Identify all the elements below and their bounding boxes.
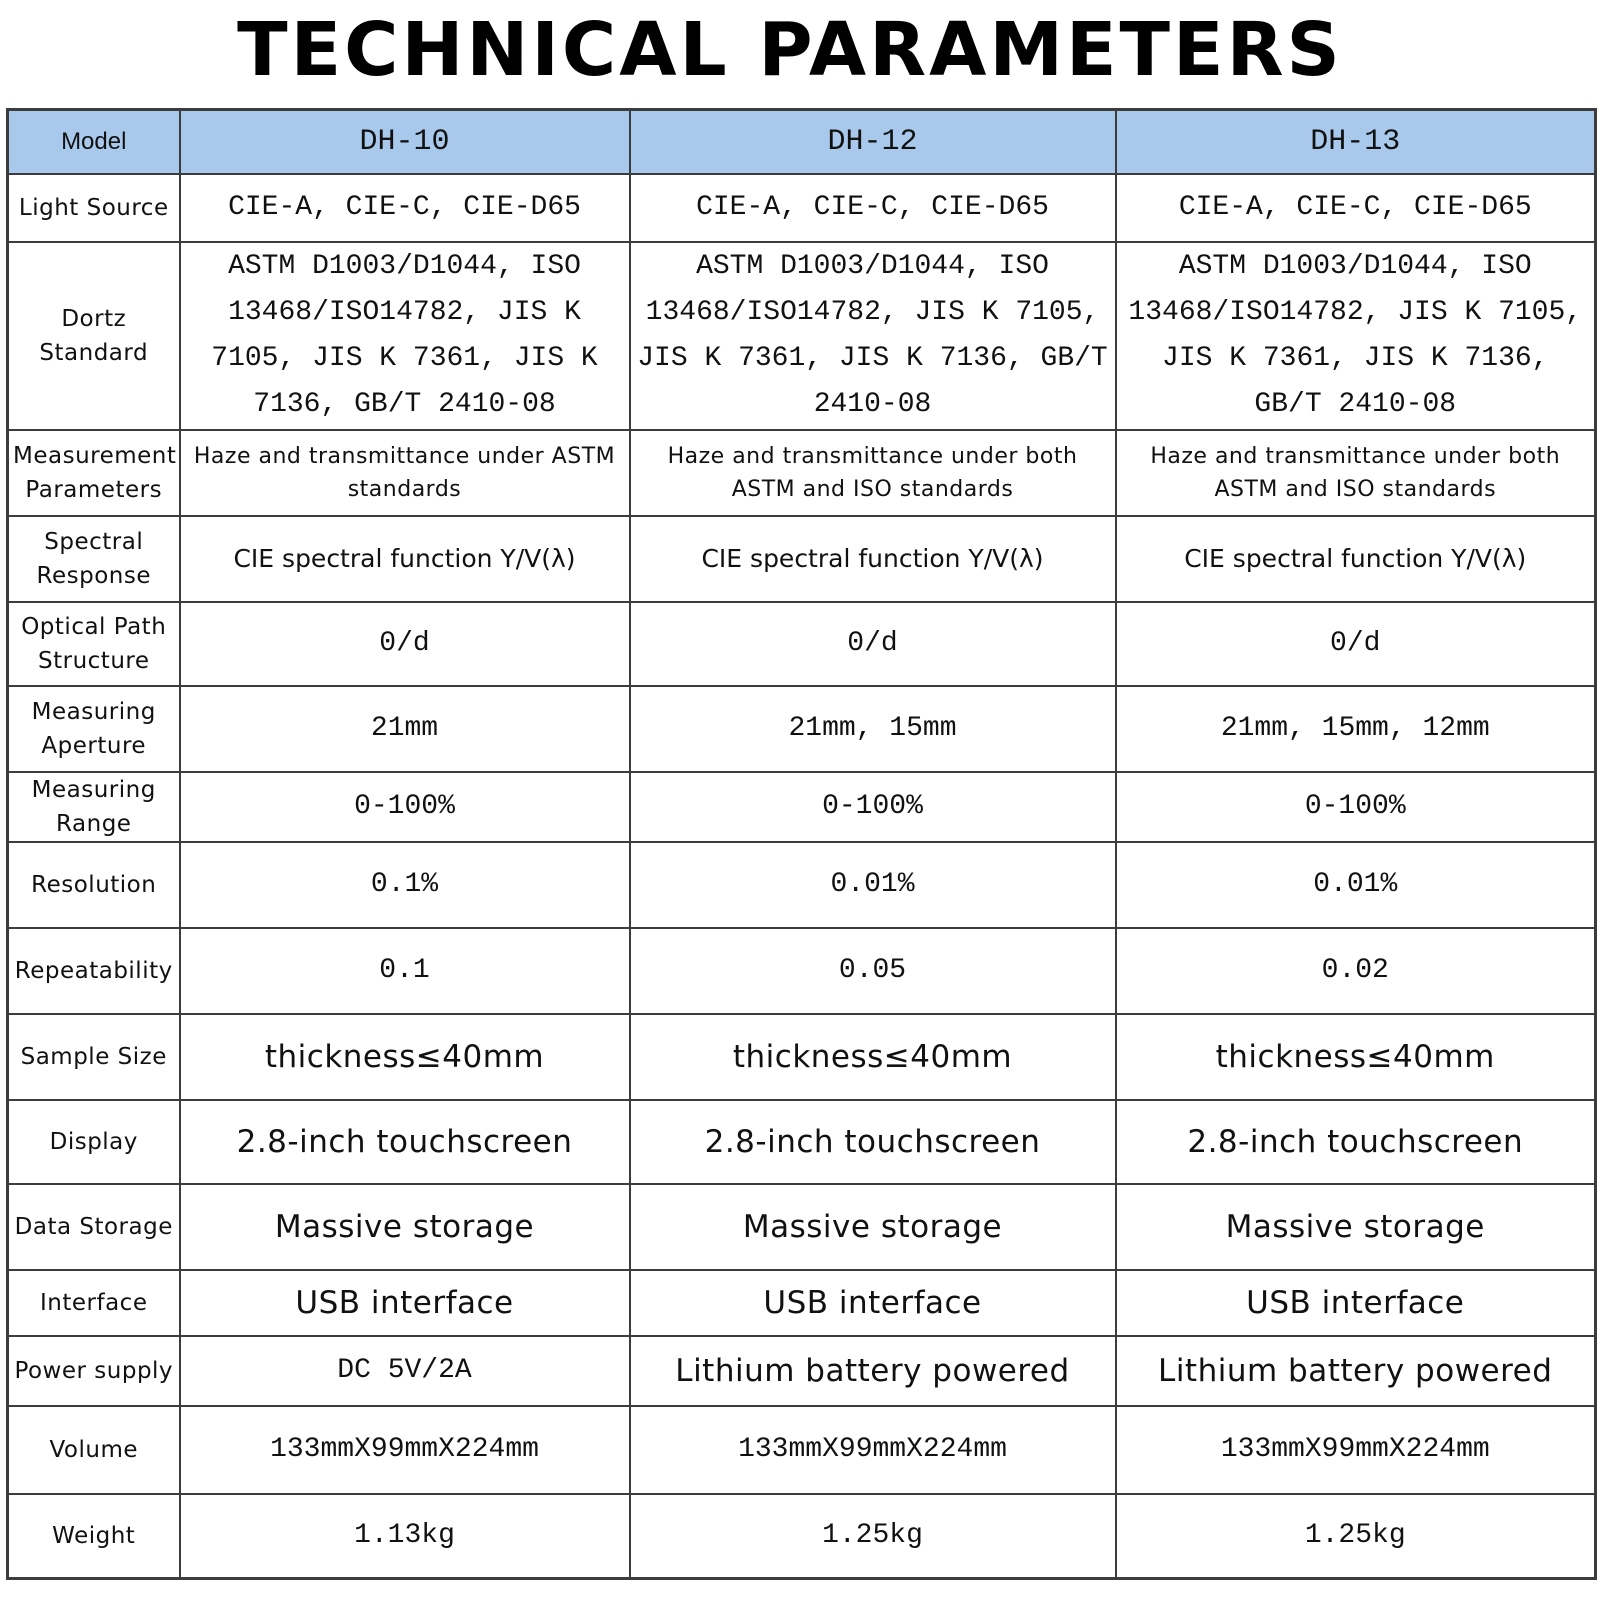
row-label-measurement-parameters: Measurement Parameters — [8, 430, 180, 516]
row-label-display: Display — [8, 1100, 180, 1184]
row-label-dortz-standard: Dortz Standard — [8, 242, 180, 430]
row-label-optical-path-structure: Optical Path Structure — [8, 602, 180, 686]
table-cell: 2.8-inch touchscreen — [630, 1100, 1116, 1184]
row-label-spectral-response: Spectral Response — [8, 516, 180, 602]
table-row — [8, 1014, 1596, 1100]
table-cell: 1.25kg — [1116, 1494, 1596, 1578]
table-row — [8, 242, 1596, 430]
table-cell: Massive storage — [630, 1184, 1116, 1270]
table-cell: 133mmX99mmX224mm — [180, 1406, 630, 1494]
table-row — [8, 174, 1596, 242]
table-cell: 0-100% — [630, 772, 1116, 842]
row-label-measuring-aperture: Measuring Aperture — [8, 686, 180, 772]
table-cell: 0-100% — [1116, 772, 1596, 842]
table-cell: CIE spectral function Y/V(λ) — [1116, 516, 1596, 602]
row-label-data-storage: Data Storage — [8, 1184, 180, 1270]
table-cell: CIE spectral function Y/V(λ) — [630, 516, 1116, 602]
table-cell: Haze and transmittance under both ASTM and ISO standards — [630, 430, 1116, 516]
table-cell: 0.01% — [1116, 842, 1596, 928]
table-cell: 133mmX99mmX224mm — [1116, 1406, 1596, 1494]
table-cell: Haze and transmittance under both ASTM and ISO standards — [1116, 430, 1596, 516]
table-cell: Lithium battery powered — [1116, 1336, 1596, 1406]
table-cell: 2.8-inch touchscreen — [1116, 1100, 1596, 1184]
table-cell: 21mm, 15mm, 12mm — [1116, 686, 1596, 772]
table-cell: USB interface — [1116, 1270, 1596, 1336]
table-row — [8, 1184, 1596, 1270]
table-row — [8, 1406, 1596, 1494]
table-row — [8, 928, 1596, 1014]
table-cell: 2.8-inch touchscreen — [180, 1100, 630, 1184]
table-header-row — [8, 110, 1596, 175]
model-header-label: Model — [8, 110, 180, 175]
table-cell: 0.1 — [180, 928, 630, 1014]
table-cell: CIE-A, CIE-C, CIE-D65 — [1116, 174, 1596, 242]
table-cell: ASTM D1003/D1044, ISO 13468/ISO14782, JIS K 7105, JIS K 7361, JIS K 7136, GB/T 2410-08 — [180, 242, 630, 430]
table-cell: CIE spectral function Y/V(λ) — [180, 516, 630, 602]
table-cell: 1.25kg — [630, 1494, 1116, 1578]
table-cell: thickness≤40mm — [180, 1014, 630, 1100]
table-cell: Lithium battery powered — [630, 1336, 1116, 1406]
table-cell: CIE-A, CIE-C, CIE-D65 — [630, 174, 1116, 242]
table-cell: USB interface — [630, 1270, 1116, 1336]
table-cell: ASTM D1003/D1044, ISO 13468/ISO14782, JIS K 7105, JIS K 7361, JIS K 7136, GB/T 2410-08 — [1116, 242, 1596, 430]
table-row — [8, 602, 1596, 686]
table-cell: 1.13kg — [180, 1494, 630, 1578]
table-cell: DC 5V/2A — [180, 1336, 630, 1406]
table-cell: 133mmX99mmX224mm — [630, 1406, 1116, 1494]
table-cell: USB interface — [180, 1270, 630, 1336]
row-label-measuring-range: Measuring Range — [8, 772, 180, 842]
row-label-repeatability: Repeatability — [8, 928, 180, 1014]
table-row — [8, 1336, 1596, 1406]
technical-parameters-table — [6, 108, 1597, 1580]
table-cell: 0-100% — [180, 772, 630, 842]
table-cell: 21mm, 15mm — [630, 686, 1116, 772]
model-dh-10: DH-10 — [180, 110, 630, 175]
table-row — [8, 516, 1596, 602]
table-row — [8, 686, 1596, 772]
table-cell: Massive storage — [1116, 1184, 1596, 1270]
table-row — [8, 1270, 1596, 1336]
row-label-weight: Weight — [8, 1494, 180, 1578]
table-row — [8, 1100, 1596, 1184]
table-cell: 0/d — [630, 602, 1116, 686]
table-cell: Haze and transmittance under ASTM standards — [180, 430, 630, 516]
row-label-volume: Volume — [8, 1406, 180, 1494]
table-row — [8, 1494, 1596, 1578]
table-row — [8, 772, 1596, 842]
table-row — [8, 842, 1596, 928]
row-label-light-source: Light Source — [8, 174, 180, 242]
page-title: TECHNICAL PARAMETERS — [237, 7, 1343, 93]
table-row — [8, 430, 1596, 516]
row-label-interface: Interface — [8, 1270, 180, 1336]
row-label-power-supply: Power supply — [8, 1336, 180, 1406]
table-cell: 0.1% — [180, 842, 630, 928]
table-cell: thickness≤40mm — [1116, 1014, 1596, 1100]
table-cell: CIE-A, CIE-C, CIE-D65 — [180, 174, 630, 242]
table-cell: 0.02 — [1116, 928, 1596, 1014]
table-cell: 0/d — [1116, 602, 1596, 686]
row-label-sample-size: Sample Size — [8, 1014, 180, 1100]
table-cell: thickness≤40mm — [630, 1014, 1116, 1100]
table-cell: 0.05 — [630, 928, 1116, 1014]
table-cell: 0/d — [180, 602, 630, 686]
table-cell: Massive storage — [180, 1184, 630, 1270]
table-cell: 21mm — [180, 686, 630, 772]
row-label-resolution: Resolution — [8, 842, 180, 928]
table-cell: ASTM D1003/D1044, ISO 13468/ISO14782, JIS K 7105, JIS K 7361, JIS K 7136, GB/T 2410-08 — [630, 242, 1116, 430]
model-dh-12: DH-12 — [630, 110, 1116, 175]
table-cell: 0.01% — [630, 842, 1116, 928]
model-dh-13: DH-13 — [1116, 110, 1596, 175]
